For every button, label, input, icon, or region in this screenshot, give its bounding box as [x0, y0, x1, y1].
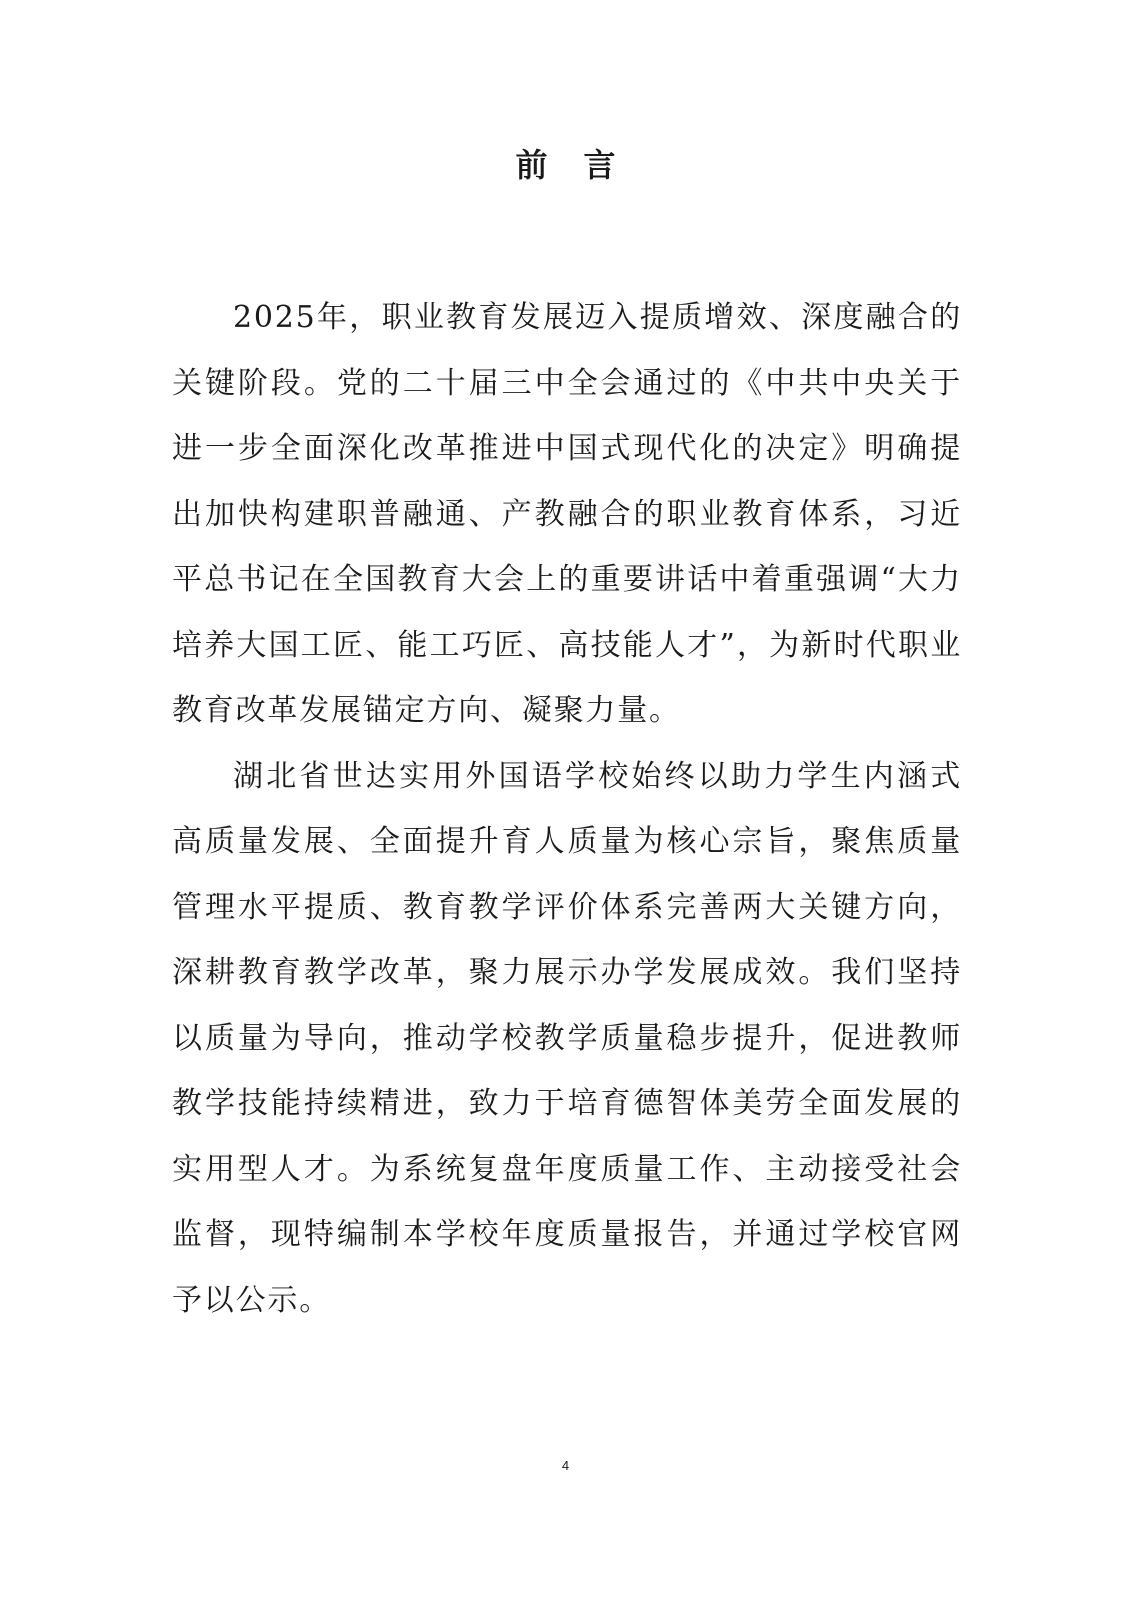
- document-body: [172, 285, 962, 1333]
- paragraph-school: 湖北省世达实用外国语学校始终以助力学生内涵式高质量发展、全面提升育人质量为核心宗旨，聚焦质量管理水平提质、教育教学评价体系完善两大关键方向，深耕教育教学改革，聚力展示办学发展成效。我们坚持以质量为导向，推动学校教学质量稳步提升，促进教师教学技能持续精进，致力于培育德智体美劳全面发展的实用型人才。为系统复盘年度质量工作、主动接受社会监督，现特编制本学校年度质量报告，并通过学校官网予以公示。: [172, 758, 962, 1318]
- page-number: 4: [561, 1458, 570, 1473]
- paragraph-intro: 2025年，职业教育发展迈入提质增效、深度融合的关键阶段。党的二十届三中全会通过的《中共中央关于进一步全面深化改革推进中国式现代化的决定》明确提出加快构建职普融通、产教融合的职业教育体系，习近平总书记在全国教育大会上的重要讲话中着重强调“大力培养大国工匠、能工巧匠、高技能人才”，为新时代职业教育改革发展锚定方向、凝聚力量。: [172, 300, 962, 728]
- page-title: 前言: [515, 146, 652, 184]
